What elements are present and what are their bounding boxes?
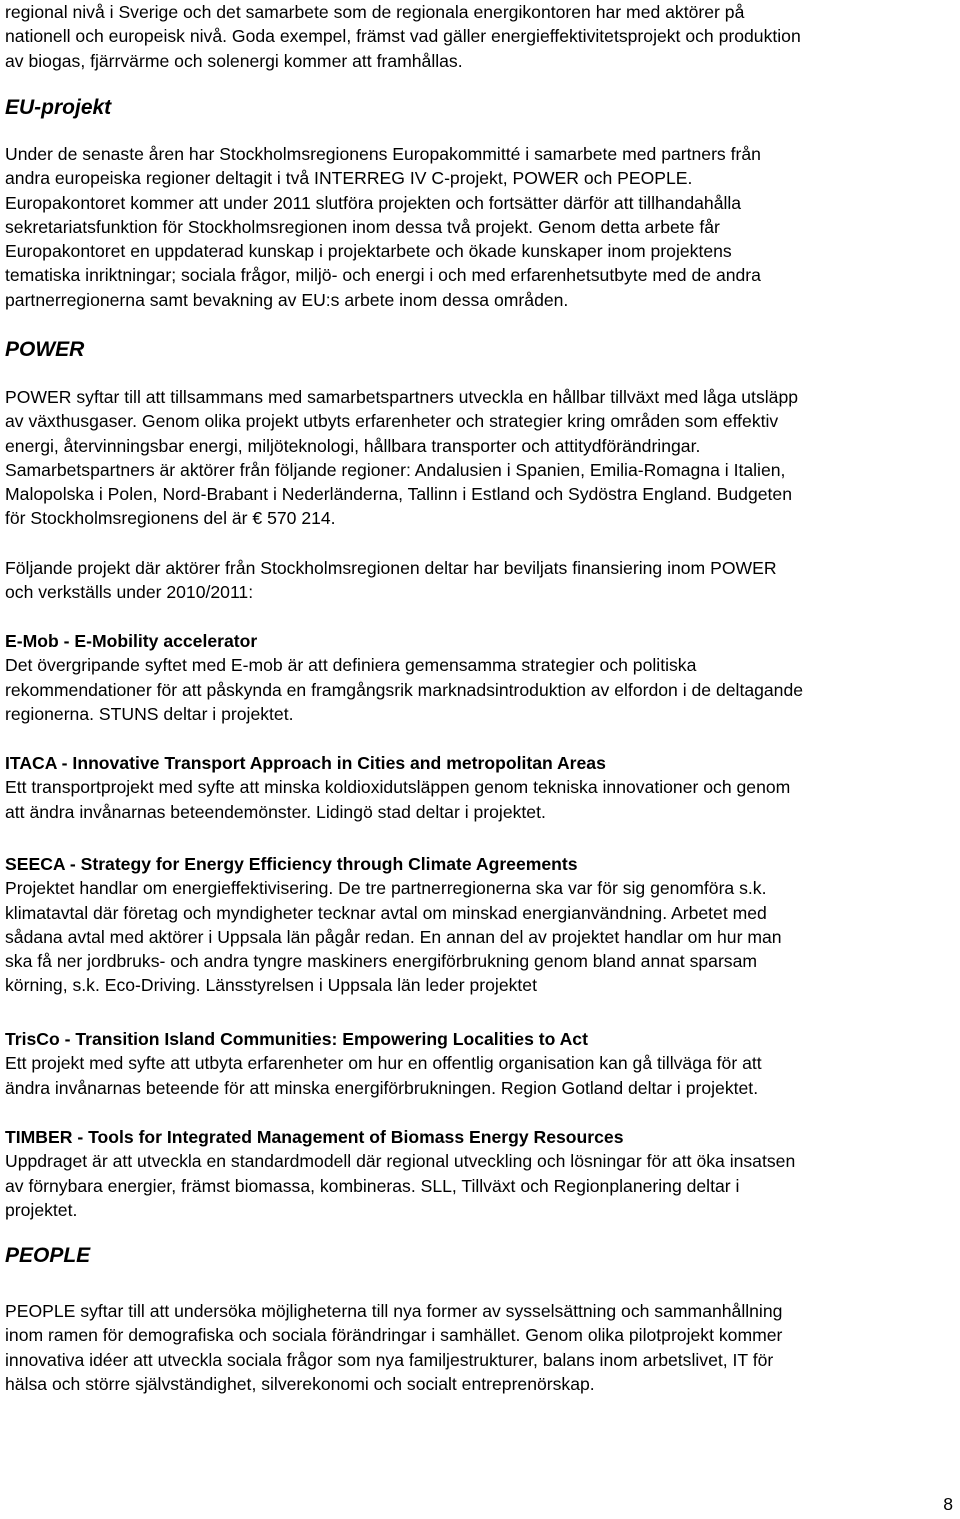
text-line: och verkställs under 2010/2011: bbox=[5, 582, 254, 603]
text-line: ska få ner jordbruks- och andra tyngre maskiners energiförbrukning genom bland annat sparsam bbox=[5, 951, 758, 972]
project-e-mob bbox=[5, 629, 960, 726]
project-title: TIMBER - Tools for Integrated Management of Biomass Energy Resources bbox=[5, 1127, 624, 1147]
text-line: Ett transportprojekt med syfte att minska koldioxidutsläppen genom tekniska innovationer och genom bbox=[5, 777, 791, 798]
project-title: SEECA - Strategy for Energy Efficiency through Climate Agreements bbox=[5, 854, 578, 874]
text-line: av förnybara energier, främst biomassa, kombineras. SLL, Tillväxt och Regionplanering deltar i bbox=[5, 1175, 740, 1196]
text-line: av biogas, fjärrvärme och solenergi kommer att framhållas. bbox=[5, 50, 463, 71]
text-line: Under de senaste åren har Stockholmsregionens Europakommitté i samarbete med partners från bbox=[5, 144, 761, 164]
page-number: 8 bbox=[943, 1494, 953, 1514]
project-title: ITACA - Innovative Transport Approach in Cities and metropolitan Areas bbox=[5, 753, 606, 773]
project-timber bbox=[5, 1125, 960, 1222]
project-title: TrisCo - Transition Island Communities: Empowering Localities to Act bbox=[5, 1029, 588, 1049]
text-line: sekretariatsfunktion för Stockholmsregionen inom dessa två projekt. Genom detta arbete får bbox=[5, 216, 720, 237]
text-line: rekommendationer för att påskynda en framgångsrik marknadsintroduktion av elfordon i de deltagande bbox=[5, 679, 804, 700]
text-line: regionerna. STUNS deltar i projektet. bbox=[5, 703, 294, 724]
text-line: Ett projekt med syfte att utbyta erfarenheter om hur en offentlig organisation kan gå tillväga för att bbox=[5, 1053, 762, 1074]
text-line: projektet. bbox=[5, 1199, 78, 1220]
text-line: ändra invånarnas beteende för att minska energiförbrukningen. Region Gotland deltar i projektet. bbox=[5, 1077, 759, 1098]
text-line: nationell och europeisk nivå. Goda exempel, främst vad gäller energieffektivitetsprojekt och produktion bbox=[5, 26, 801, 47]
project-trisco bbox=[5, 1027, 960, 1100]
text-line: att ändra invånarnas beteendemönster. Lidingö stad deltar i projektet. bbox=[5, 801, 546, 822]
text-line: Uppdraget är att utveckla en standardmodell där regional utveckling och lösningar för att öka insatsen bbox=[5, 1151, 796, 1172]
intro-paragraph bbox=[5, 0, 960, 73]
text-line: klimatavtal där företag och myndigheter tecknar avtal om minskad energianvändning. Arbetet med bbox=[5, 902, 767, 923]
people-paragraph bbox=[5, 1299, 960, 1396]
text-line: partnerregionerna samt bevakning av EU:s arbete inom dessa områden. bbox=[5, 289, 569, 310]
text-line: hälsa och större självständighet, silverekonomi och socialt entreprenörskap. bbox=[5, 1373, 595, 1394]
text-line: Samarbetspartners är aktörer från följande regioner: Andalusien i Spanien, Emilia-Romagna i Italien, bbox=[5, 459, 786, 480]
text-line: innovativa idéer att utveckla sociala frågor som nya familjestrukturer, balans inom arbetslivet, IT för bbox=[5, 1349, 774, 1370]
text-line: av växthusgaser. Genom olika projekt utbyts erfarenheter och strategier kring områden som effektiv bbox=[5, 411, 779, 432]
text-line: sådana avtal med aktörer i Uppsala län pågår redan. En annan del av projektet handlar om hur man bbox=[5, 926, 782, 947]
section-heading-eu-projekt: EU-projekt bbox=[5, 96, 112, 119]
text-line: energi, återvinningsbar energi, miljöteknologi, hållbara transporter och attitydförändringar. bbox=[5, 435, 701, 456]
text-line: Europakontoret en uppdaterad kunskap i projektarbete och ökade kunskaper inom projektens bbox=[5, 241, 732, 262]
section-heading-power: POWER bbox=[5, 338, 85, 361]
section-heading-people: PEOPLE bbox=[5, 1244, 91, 1267]
text-line: körning, s.k. Eco-Driving. Länsstyrelsen i Uppsala län leder projektet bbox=[5, 975, 537, 996]
text-line: tematiska inriktningar; sociala frågor, miljö- och energi i och med erfarenhetsutbyte med de andra bbox=[5, 265, 761, 286]
project-title: E-Mob - E-Mobility accelerator bbox=[5, 631, 258, 651]
text-line: PEOPLE syftar till att undersöka möjligheterna till nya former av sysselsättning och sammanhållning bbox=[5, 1301, 783, 1321]
text-line: Det övergripande syftet med E-mob är att definiera gemensamma strategier och politiska bbox=[5, 655, 697, 676]
text-line: Malopolska i Polen, Nord-Brabant i Nederländerna, Tallinn i Estland och Sydöstra England. Budgeten bbox=[5, 484, 792, 505]
text-line: Europakontoret kommer att under 2011 slutföra projekten och fortsätter därför att tillhandahålla bbox=[5, 192, 742, 213]
eu-projekt-paragraph bbox=[5, 142, 960, 312]
text-line: Projektet handlar om energieffektivisering. De tre partnerregionerna ska var för sig genomföra s.k. bbox=[5, 878, 767, 899]
power-paragraph bbox=[5, 385, 960, 531]
project-itaca bbox=[5, 751, 960, 824]
project-seeca bbox=[5, 852, 960, 998]
text-line: POWER syftar till att tillsammans med samarbetspartners utveckla en hållbar tillväxt med låga utsläpp bbox=[5, 387, 799, 407]
text-line: inom ramen för demografiska och sociala förändringar i samhället. Genom olika pilotprojekt kommer bbox=[5, 1325, 783, 1346]
text-line: regional nivå i Sverige och det samarbete som de regionala energikontoren har med aktörer på bbox=[5, 2, 745, 22]
text-line: för Stockholmsregionens del är € 570 214. bbox=[5, 508, 336, 529]
text-line: Följande projekt där aktörer från Stockholmsregionen deltar har beviljats finansiering inom POWER bbox=[5, 558, 777, 578]
text-line: andra europeiska regioner deltagit i två INTERREG IV C-projekt, POWER och PEOPLE. bbox=[5, 168, 693, 189]
power-projects-intro bbox=[5, 556, 960, 605]
